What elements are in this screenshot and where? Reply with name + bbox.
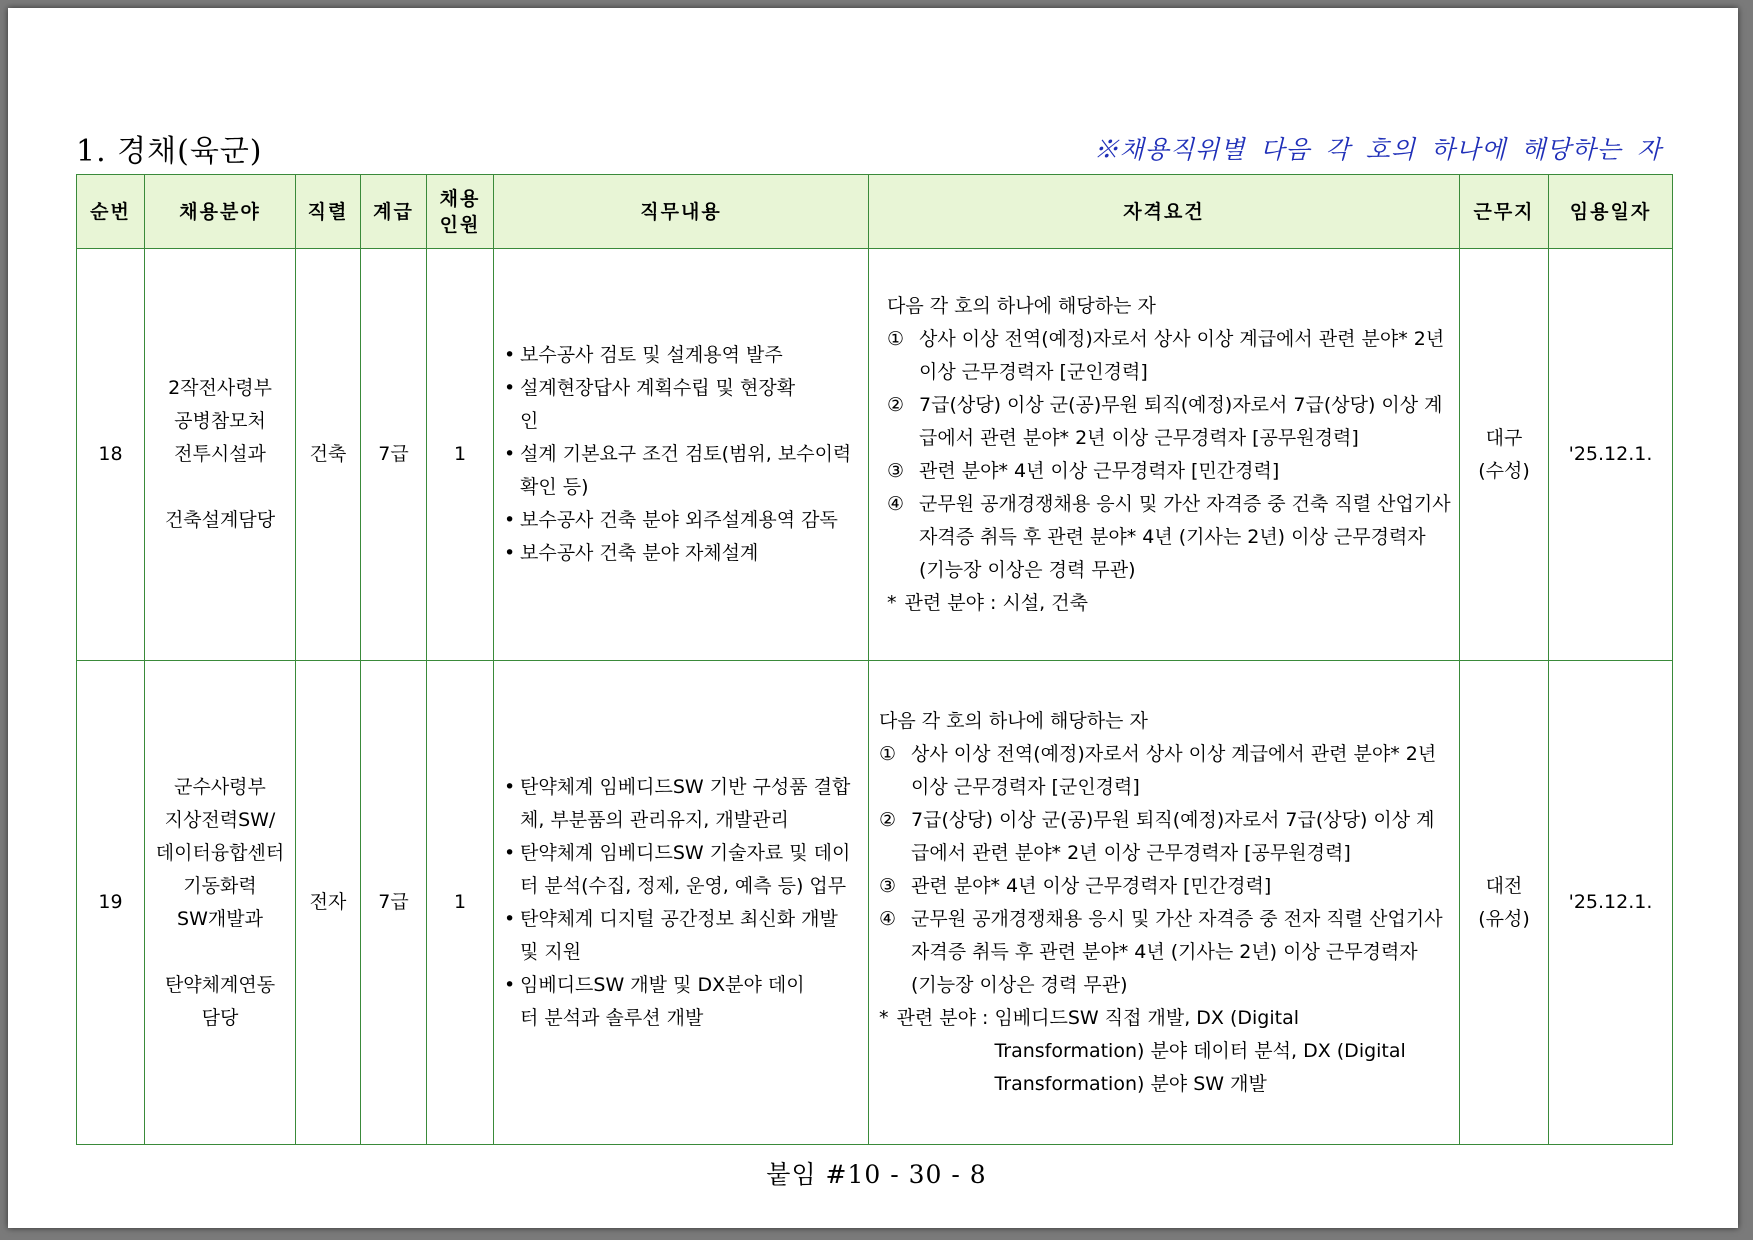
cell-grade: 7급 bbox=[361, 661, 427, 1145]
duty-item: • 보수공사 건축 분야 자체설계 bbox=[504, 537, 860, 570]
cell-requirements bbox=[869, 249, 1460, 661]
page-footer: 붙임 #10 - 30 - 8 bbox=[766, 1160, 987, 1189]
req-note-label-text: 관련 분야 : bbox=[904, 591, 997, 614]
location-line: 대전 bbox=[1485, 874, 1523, 897]
cell-count: 1 bbox=[427, 249, 494, 661]
duty-item: • 보수공사 검토 및 설계용역 발주 bbox=[504, 339, 860, 372]
req-note-star: * bbox=[887, 591, 897, 614]
duty-item: • 임베디드SW 개발 및 DX분야 데이터 분석과 솔루션 개발 bbox=[504, 969, 862, 1035]
duty-item: • 설계현장답사 계획수립 및 현장확인 bbox=[504, 372, 860, 438]
field-line: 2작전사령부 bbox=[168, 377, 272, 399]
req-intro: 다음 각 호의 하나에 해당하는 자 bbox=[879, 709, 1148, 732]
req-note-label-text: 관련 분야 : bbox=[896, 1006, 989, 1029]
req-num: ④ bbox=[879, 907, 897, 930]
location-line: (수성) bbox=[1478, 459, 1530, 482]
req-num: ④ bbox=[887, 492, 905, 515]
req-text: 7급(상당) 이상 군(공)무원 퇴직(예정)자로서 7급(상당) 이상 계급에서 관련 분야* 2년 이상 근무경력자 [공무원경력] bbox=[919, 393, 1443, 449]
cell-location bbox=[1460, 661, 1549, 1145]
req-text: 상사 이상 전역(예정)자로서 상사 이상 계급에서 관련 분야* 2년 이상 근무경력자 [군인경력] bbox=[919, 327, 1445, 383]
req-num: ② bbox=[887, 393, 905, 416]
field-spacer bbox=[146, 471, 294, 504]
field-line: 공병참모처 bbox=[174, 410, 266, 432]
header-count-line1: 채용 bbox=[439, 187, 481, 210]
req-item bbox=[887, 488, 1457, 587]
duty-item: • 보수공사 건축 분야 외주설계용역 감독 bbox=[504, 504, 860, 537]
table-header-row bbox=[77, 175, 1673, 249]
req-text: 상사 이상 전역(예정)자로서 상사 이상 계급에서 관련 분야* 2년 이상 근무경력자 [군인경력] bbox=[911, 742, 1437, 798]
cell-duty bbox=[494, 249, 869, 661]
header-date: 임용일자 bbox=[1549, 175, 1673, 249]
field-line: 전투시설과 bbox=[174, 443, 266, 465]
req-intro: 다음 각 호의 하나에 해당하는 자 bbox=[887, 294, 1156, 317]
req-note-label bbox=[887, 587, 1002, 620]
req-note-star: * bbox=[879, 1006, 889, 1029]
field-spacer bbox=[146, 936, 294, 969]
field-line: 탄약체계연동 bbox=[164, 973, 276, 996]
req-text: 군무원 공개경쟁채용 응시 및 가산 자격증 중 건축 직렬 산업기사 자격증 취득 후 관련 분야* 4년 (기사는 2년) 이상 근무경력자 (기능장 이상은 경력 무관) bbox=[919, 492, 1451, 581]
location-line: (유성) bbox=[1478, 907, 1530, 930]
field-line: 군수사령부 bbox=[174, 775, 266, 798]
header-location: 근무지 bbox=[1460, 175, 1549, 249]
req-item bbox=[879, 870, 1449, 903]
duty-item: • 탄약체계 임베디드SW 기반 구성품 결합체, 부분품의 관리유지, 개발관리 bbox=[504, 771, 862, 837]
duty-list bbox=[504, 771, 862, 1035]
cell-requirements bbox=[869, 661, 1460, 1145]
header-count-line2: 인원 bbox=[439, 213, 481, 236]
req-note-text: 시설, 건축 bbox=[1002, 591, 1088, 614]
header-series: 직렬 bbox=[296, 175, 361, 249]
req-item bbox=[887, 323, 1457, 389]
req-item bbox=[879, 804, 1449, 870]
cell-date: '25.12.1. bbox=[1549, 661, 1673, 1145]
header-req: 자격요건 bbox=[869, 175, 1460, 249]
req-text: 7급(상당) 이상 군(공)무원 퇴직(예정)자로서 7급(상당) 이상 계급에서 관련 분야* 2년 이상 근무경력자 [공무원경력] bbox=[911, 808, 1435, 864]
section-note: ※채용직위별 다음 각 호의 하나에 해당하는 자 bbox=[1093, 135, 1662, 164]
req-num: ① bbox=[879, 742, 897, 765]
req-text: 관련 분야* 4년 이상 근무경력자 [민간경력] bbox=[919, 459, 1280, 482]
cell-series: 전자 bbox=[296, 661, 361, 1145]
req-num: ③ bbox=[879, 874, 897, 897]
header-no: 순번 bbox=[77, 175, 145, 249]
cell-field bbox=[145, 661, 296, 1145]
duty-item: • 탄약체계 임베디드SW 기술자료 및 데이터 분석(수집, 정제, 운영, 예측 등) 업무 bbox=[504, 837, 862, 903]
field-line: 담당 bbox=[201, 1006, 239, 1029]
field-line: 기동화력 bbox=[183, 874, 257, 897]
header-duty: 직무내용 bbox=[494, 175, 869, 249]
cell-duty bbox=[494, 661, 869, 1145]
table-row bbox=[77, 249, 1673, 661]
req-num: ① bbox=[887, 327, 905, 350]
req-item bbox=[887, 389, 1457, 455]
field-line: 건축설계담당 bbox=[164, 509, 276, 531]
req-note bbox=[887, 587, 1457, 620]
cell-field bbox=[145, 249, 296, 661]
cell-grade: 7급 bbox=[361, 249, 427, 661]
cell-no: 18 bbox=[77, 249, 145, 661]
req-text: 관련 분야* 4년 이상 근무경력자 [민간경력] bbox=[911, 874, 1272, 897]
duty-item: • 설계 기본요구 조건 검토(범위, 보수이력 확인 등) bbox=[504, 438, 860, 504]
req-text: 군무원 공개경쟁채용 응시 및 가산 자격증 중 전자 직렬 산업기사 자격증 취득 후 관련 분야* 4년 (기사는 2년) 이상 근무경력자 (기능장 이상은 경력 무관) bbox=[911, 907, 1443, 996]
req-note-label bbox=[879, 1002, 994, 1101]
header-count bbox=[427, 175, 494, 249]
section-title: 1. 경채(육군) bbox=[76, 134, 263, 169]
cell-no: 19 bbox=[77, 661, 145, 1145]
cell-location bbox=[1460, 249, 1549, 661]
req-item bbox=[879, 903, 1449, 1002]
cell-series: 건축 bbox=[296, 249, 361, 661]
field-line: 지상전력SW/ bbox=[164, 808, 276, 831]
header-field: 채용분야 bbox=[145, 175, 296, 249]
req-num: ② bbox=[879, 808, 897, 831]
req-note bbox=[879, 1002, 1449, 1101]
table-row bbox=[77, 661, 1673, 1145]
location-line: 대구 bbox=[1485, 426, 1523, 449]
req-note-text: 임베디드SW 직접 개발, DX (Digital Transformation) 분야 데이터 분석, DX (Digital Transformation) 분야 SW 개발 bbox=[994, 1006, 1406, 1095]
duty-item: • 탄약체계 디지털 공간정보 최신화 개발 및 지원 bbox=[504, 903, 862, 969]
duty-list bbox=[504, 339, 860, 570]
req-item bbox=[879, 738, 1449, 804]
field-line: 데이터융합센터 bbox=[155, 841, 285, 864]
field-line: SW개발과 bbox=[177, 907, 263, 930]
cell-date: '25.12.1. bbox=[1549, 249, 1673, 661]
header-grade: 계급 bbox=[361, 175, 427, 249]
req-num: ③ bbox=[887, 459, 905, 482]
cell-count: 1 bbox=[427, 661, 494, 1145]
recruitment-table bbox=[76, 174, 1673, 1145]
req-item bbox=[887, 455, 1457, 488]
